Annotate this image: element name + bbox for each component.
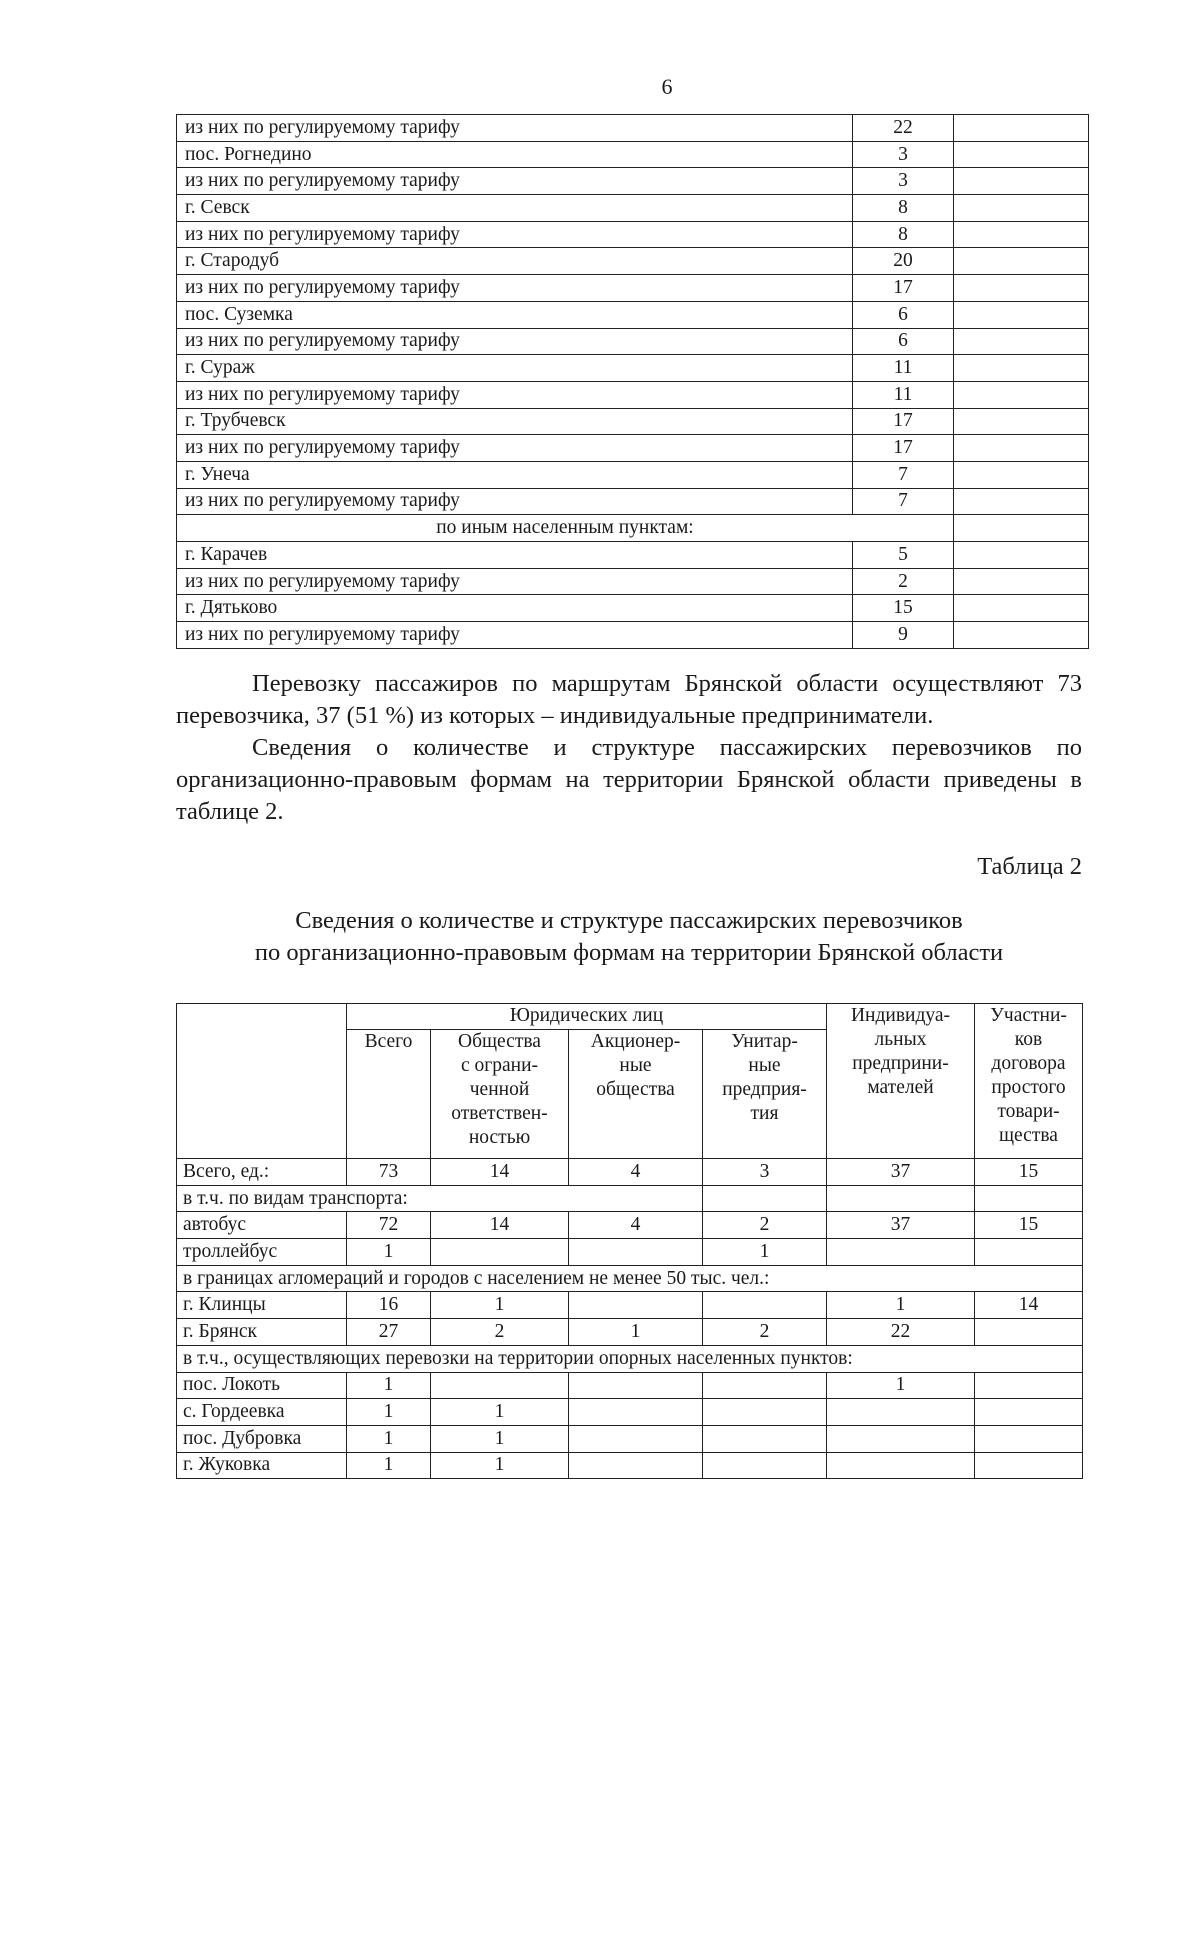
value-cell: 15 (975, 1159, 1083, 1186)
empty-cell (954, 275, 1089, 302)
value-cell: 72 (347, 1212, 431, 1239)
header-line: предприни- (852, 1053, 949, 1074)
table-row (177, 435, 1089, 462)
row-label: г. Жуковка (177, 1452, 347, 1479)
value-cell: 1 (347, 1239, 431, 1266)
value-cell: 1 (431, 1399, 569, 1426)
table-row (177, 301, 1089, 328)
value-cell: 1 (431, 1425, 569, 1452)
route-count: 3 (853, 168, 954, 195)
value-cell: 1 (347, 1452, 431, 1479)
value-cell (703, 1399, 827, 1426)
value-cell: 1 (431, 1452, 569, 1479)
settlement-label: из них по регулируемому тарифу (177, 381, 853, 408)
empty-cell (954, 381, 1089, 408)
row-label: г. Клинцы (177, 1292, 347, 1319)
header-line: мателей (867, 1077, 934, 1098)
table-row (177, 195, 1089, 222)
empty-cell (954, 301, 1089, 328)
table-caption-line: Сведения о количестве и структуре пассажирских перевозчиков (295, 907, 963, 934)
table-row (177, 248, 1089, 275)
value-cell (569, 1425, 703, 1452)
table-row (177, 381, 1089, 408)
header-line: ностью (468, 1127, 531, 1148)
route-count: 20 (853, 248, 954, 275)
table-row (177, 221, 1089, 248)
value-cell: 37 (827, 1159, 975, 1186)
header-line: Унитар- (731, 1031, 798, 1052)
row-label: Всего, ед.: (177, 1159, 347, 1186)
settlement-label: г. Трубчевск (177, 408, 853, 435)
value-cell: 1 (569, 1319, 703, 1346)
header-line: Акционер- (590, 1031, 681, 1052)
header-line: Индивидуа- (850, 1005, 951, 1026)
value-cell (431, 1372, 569, 1399)
settlement-label: г. Сураж (177, 355, 853, 382)
page-number: 6 (661, 74, 673, 99)
value-cell: 37 (827, 1212, 975, 1239)
empty-cell (954, 461, 1089, 488)
route-count: 22 (853, 115, 954, 142)
empty-cell (954, 141, 1089, 168)
empty-cell (954, 595, 1089, 622)
settlement-label: из них по регулируемому тарифу (177, 275, 853, 302)
header-partnership (975, 1004, 1083, 1159)
settlement-label: из них по регулируемому тарифу (177, 488, 853, 515)
header-individual (827, 1004, 975, 1159)
carriers-by-settlement-table (176, 114, 1089, 649)
header-legal-entities: Юридических лиц (347, 1004, 827, 1030)
route-count: 3 (853, 141, 954, 168)
value-cell (975, 1319, 1083, 1346)
value-cell: 1 (347, 1372, 431, 1399)
empty-cell (954, 408, 1089, 435)
value-cell: 1 (347, 1425, 431, 1452)
settlement-label: из них по регулируемому тарифу (177, 622, 853, 649)
empty-cell (954, 488, 1089, 515)
settlement-label: г. Стародуб (177, 248, 853, 275)
section-heading: в границах агломераций и городов с населением не менее 50 тыс. чел.: (177, 1265, 1083, 1292)
table-row (177, 328, 1089, 355)
table-row (177, 1399, 1083, 1426)
carriers-structure-table (176, 1003, 1083, 1479)
settlement-label: из них по регулируемому тарифу (177, 221, 853, 248)
route-count: 6 (853, 328, 954, 355)
value-cell (703, 1372, 827, 1399)
table-row (177, 488, 1089, 515)
header-unitary (703, 1030, 827, 1159)
table-row (177, 115, 1089, 142)
route-count: 11 (853, 381, 954, 408)
value-cell: 1 (431, 1292, 569, 1319)
paragraph-table-reference: Сведения о количестве и структуре пассажирских перевозчиков по организационно-правовым формам на территории Брянской области приведены в таблице 2. (176, 734, 1082, 825)
value-cell: 4 (569, 1212, 703, 1239)
header-line: общества (596, 1079, 675, 1100)
empty-cell (954, 622, 1089, 649)
header-line: ченной (469, 1079, 530, 1100)
settlement-label: из них по регулируемому тарифу (177, 568, 853, 595)
header-line: ответствен- (451, 1103, 548, 1124)
value-cell (569, 1399, 703, 1426)
value-cell: 3 (703, 1159, 827, 1186)
empty-cell (954, 515, 1089, 542)
route-count: 2 (853, 568, 954, 595)
section-row (177, 515, 1089, 542)
route-count: 6 (853, 301, 954, 328)
table-row (177, 168, 1089, 195)
empty-cell (827, 1185, 975, 1212)
route-count: 17 (853, 435, 954, 462)
value-cell (569, 1452, 703, 1479)
value-cell (703, 1292, 827, 1319)
value-cell (975, 1425, 1083, 1452)
table-caption-line: по организационно-правовым формам на территории Брянской области (254, 939, 1004, 966)
settlement-label: г. Дятьково (177, 595, 853, 622)
settlement-label: пос. Суземка (177, 301, 853, 328)
table-row (177, 568, 1089, 595)
value-cell (827, 1239, 975, 1266)
empty-cell (954, 168, 1089, 195)
header-line: ков (1014, 1029, 1043, 1050)
value-cell: 4 (569, 1159, 703, 1186)
table-row (177, 595, 1089, 622)
table-row (177, 1452, 1083, 1479)
header-line: с ограни- (460, 1055, 539, 1076)
header-line: льных (874, 1029, 927, 1050)
table-row (177, 1319, 1083, 1346)
value-cell (827, 1399, 975, 1426)
table-row (177, 275, 1089, 302)
header-line: щества (999, 1125, 1058, 1146)
value-cell: 16 (347, 1292, 431, 1319)
table-label: Таблица 2 (977, 853, 1082, 880)
row-label: г. Брянск (177, 1319, 347, 1346)
table-row (177, 1425, 1083, 1452)
value-cell: 1 (703, 1239, 827, 1266)
table-caption (176, 905, 1082, 969)
empty-cell (954, 542, 1089, 569)
row-label: пос. Локоть (177, 1372, 347, 1399)
value-cell: 1 (827, 1372, 975, 1399)
header-empty-cell (177, 1004, 347, 1159)
value-cell (703, 1425, 827, 1452)
value-cell: 2 (703, 1212, 827, 1239)
value-cell (975, 1239, 1083, 1266)
table-row (177, 1292, 1083, 1319)
value-cell: 73 (347, 1159, 431, 1186)
section-row (177, 1185, 1083, 1212)
settlement-label: из них по регулируемому тарифу (177, 115, 853, 142)
table-row (177, 141, 1089, 168)
value-cell: 22 (827, 1319, 975, 1346)
empty-cell (954, 195, 1089, 222)
settlement-label: из них по регулируемому тарифу (177, 328, 853, 355)
route-count: 8 (853, 195, 954, 222)
table-row (177, 1159, 1083, 1186)
route-count: 11 (853, 355, 954, 382)
table-row (177, 1239, 1083, 1266)
row-label: с. Гордеевка (177, 1399, 347, 1426)
value-cell: 14 (431, 1159, 569, 1186)
header-line: ные (619, 1055, 652, 1076)
header-line: Участни- (990, 1005, 1067, 1026)
table-row (177, 622, 1089, 649)
settlement-label: г. Унеча (177, 461, 853, 488)
table-row (177, 355, 1089, 382)
route-count: 5 (853, 542, 954, 569)
section-heading: в т.ч., осуществляющих перевозки на территории опорных населенных пунктов: (177, 1345, 1083, 1372)
row-label: автобус (177, 1212, 347, 1239)
value-cell: 1 (827, 1292, 975, 1319)
header-total: Всего (347, 1030, 431, 1159)
section-row (177, 1345, 1083, 1372)
value-cell: 15 (975, 1212, 1083, 1239)
value-cell (569, 1372, 703, 1399)
header-line: простого (991, 1077, 1066, 1098)
settlement-label: г. Карачев (177, 542, 853, 569)
value-cell (569, 1292, 703, 1319)
value-cell: 27 (347, 1319, 431, 1346)
header-line: ные (748, 1055, 781, 1076)
value-cell: 1 (347, 1399, 431, 1426)
empty-cell (703, 1185, 827, 1212)
header-line: товари- (997, 1101, 1060, 1122)
route-count: 9 (853, 622, 954, 649)
row-label: троллейбус (177, 1239, 347, 1266)
empty-cell (954, 435, 1089, 462)
header-jsc (569, 1030, 703, 1159)
settlement-label: из них по регулируемому тарифу (177, 168, 853, 195)
value-cell: 14 (975, 1292, 1083, 1319)
row-label: пос. Дубровка (177, 1425, 347, 1452)
empty-cell (954, 355, 1089, 382)
route-count: 17 (853, 275, 954, 302)
value-cell (827, 1452, 975, 1479)
section-row (177, 1265, 1083, 1292)
section-heading: в т.ч. по видам транспорта: (177, 1185, 703, 1212)
empty-cell (954, 221, 1089, 248)
table-row (177, 1372, 1083, 1399)
settlement-label: г. Севск (177, 195, 853, 222)
route-count: 8 (853, 221, 954, 248)
header-llc (431, 1030, 569, 1159)
paragraph-carriers-count: Перевозку пассажиров по маршрутам Брянской области осуществляют 73 перевозчика, 37 (51 %) из которых – индивидуальные предприниматели. (176, 670, 1082, 729)
header-line: предприя- (722, 1079, 807, 1100)
table-row (177, 408, 1089, 435)
value-cell (975, 1452, 1083, 1479)
section-heading: по иным населенным пунктам: (177, 515, 954, 542)
settlement-label: из них по регулируемому тарифу (177, 435, 853, 462)
route-count: 15 (853, 595, 954, 622)
empty-cell (954, 328, 1089, 355)
empty-cell (975, 1185, 1083, 1212)
value-cell: 2 (431, 1319, 569, 1346)
empty-cell (954, 568, 1089, 595)
empty-cell (954, 115, 1089, 142)
route-count: 7 (853, 488, 954, 515)
value-cell (975, 1372, 1083, 1399)
table-row (177, 1212, 1083, 1239)
route-count: 17 (853, 408, 954, 435)
settlement-label: пос. Рогнедино (177, 141, 853, 168)
table-row (177, 542, 1089, 569)
header-line: договора (991, 1053, 1066, 1074)
value-cell (975, 1399, 1083, 1426)
value-cell (569, 1239, 703, 1266)
route-count: 7 (853, 461, 954, 488)
empty-cell (954, 248, 1089, 275)
header-line: тия (750, 1103, 779, 1124)
value-cell: 2 (703, 1319, 827, 1346)
table-row (177, 461, 1089, 488)
header-line: Общества (458, 1031, 541, 1052)
value-cell: 14 (431, 1212, 569, 1239)
value-cell (827, 1425, 975, 1452)
value-cell (431, 1239, 569, 1266)
value-cell (703, 1452, 827, 1479)
